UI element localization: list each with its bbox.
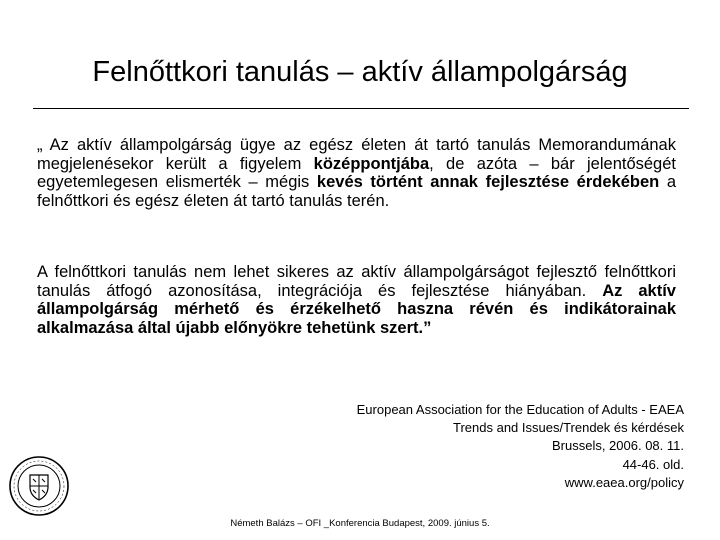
quote-paragraph-1 bbox=[37, 136, 676, 210]
citation-pages: 44-46. old. bbox=[622, 456, 684, 472]
p2-emphasis: Az aktív állampolgárság mérhető és érzékelhető haszna révén és indikátorainak alkalmazása által újabb előnyökre tehetünk szert.” bbox=[37, 281, 676, 337]
p2-text-1: A felnőttkori tanulás nem lehet sikeres az aktív állampolgárságot fejlesztő felnőttkori tanulás átfogó azonosítása, integrációja és fejlesztése hiányában. bbox=[37, 263, 676, 300]
title-divider bbox=[33, 108, 689, 109]
university-seal-logo bbox=[8, 455, 70, 517]
slide-title: Felnőttkori tanulás – aktív állampolgárság bbox=[92, 56, 628, 88]
p1-text-1: „ Az aktív állampolgárság ügye az egész életen át tartó tanulás Memorandumának megjelenésekor került a figyelem bbox=[37, 136, 676, 173]
citation-place-date: Brussels, 2006. 08. 11. bbox=[551, 438, 684, 454]
citation-organization: European Association for the Education of Adults - EAEA bbox=[356, 402, 684, 417]
citation-url: www.eaea.org/policy bbox=[564, 474, 684, 490]
footer-credit: Németh Balázs – OFI _Konferencia Budapest, 2009. június 5. bbox=[230, 518, 490, 529]
p1-emphasis-2: kevés történt annak fejlesztése érdekében bbox=[316, 173, 660, 191]
citation-block bbox=[357, 401, 684, 492]
citation-title: Trends and Issues/Trendek és kérdések bbox=[453, 420, 684, 436]
p1-text-3: a felnőttkori és egész életen át tartó tanulás terén. bbox=[37, 173, 676, 210]
quote-paragraph-2 bbox=[37, 263, 676, 337]
p1-text-2: , de azóta – bár jelentőségét egyetemlegesen elismerték – mégis bbox=[37, 154, 676, 191]
p1-emphasis-1: középpontjába bbox=[313, 154, 430, 173]
